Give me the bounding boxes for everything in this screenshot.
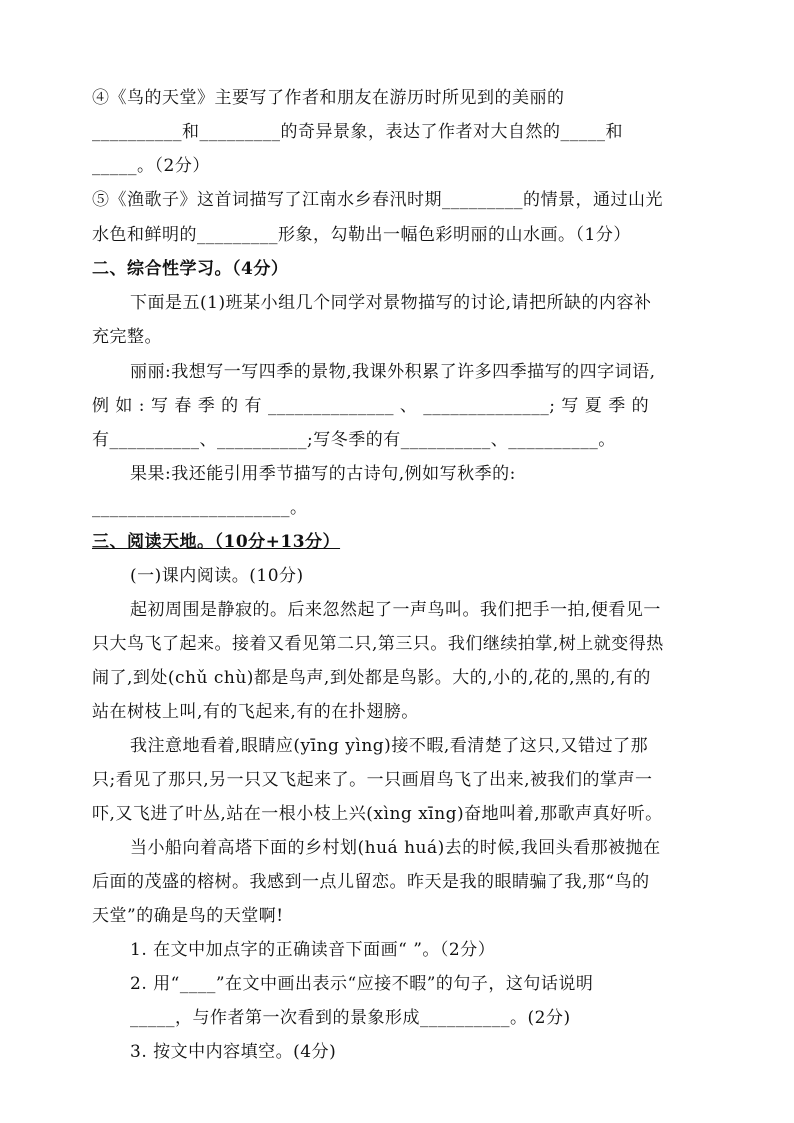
q5-line-1: ⑤《渔歌子》这首词描写了江南水乡春汛时期_________的情景，通过山光 [92, 190, 663, 210]
question-2-line-1: 2. 用“____”在文中画出表示“应接不暇”的句子，这句话说明 [130, 974, 594, 994]
question-1: 1. 在文中加点字的正确读音下面画“ ”。（2分） [130, 940, 496, 960]
lili-line-2: 例 如 : 写 春 季 的 有 ______________ 、 ______________; 写 夏 季 的 [92, 396, 650, 416]
section-2-intro-2: 充完整。 [92, 327, 162, 347]
q4-line-1: ④《鸟的天堂》主要写了作者和朋友在游历时所见到的美丽的 [92, 88, 565, 108]
passage-p1-line-2: 只大鸟飞了起来。接着又看见第二只,第三只。我们继续拍掌,树上就变得热 [92, 634, 664, 654]
passage-p1-line-1: 起初周围是静寂的。后来忽然起了一声鸟叫。我们把手一拍,便看见一 [130, 600, 661, 620]
question-2-line-2: _____，与作者第一次看到的景象形成__________。(2分) [130, 1008, 571, 1028]
passage-p1-line-3: 闹了,到处(chǔ chù)都是鸟声,到处都是鸟影。大的,小的,花的,黑的,有的 [92, 668, 651, 688]
lili-line-1: 丽丽:我想写一写四季的景物,我课外积累了许多四季描写的四字词语, [130, 362, 656, 382]
passage-p3-line-2: 后面的茂盛的榕树。我感到一点儿留恋。昨天是我的眼睛骗了我,那“鸟的 [92, 872, 650, 892]
section-2-heading: 二、综合性学习。（4分） [92, 259, 289, 279]
passage-p2-line-3: 吓,又飞进了叶丛,站在一根小枝上兴(xìng xīng)奋地叫着,那歌声真好听。 [92, 804, 663, 824]
reading-1-heading: (一)课内阅读。(10分) [130, 566, 304, 586]
section-2-intro-1: 下面是五(1)班某小组几个同学对景物描写的讨论,请把所缺的内容补 [130, 293, 652, 313]
passage-p2-line-1: 我注意地看着,眼睛应(yīng yìng)接不暇,看清楚了这只,又错过了那 [130, 736, 649, 756]
q4-line-3: _____。（2分） [92, 156, 210, 176]
lili-line-3: 有__________、__________;写冬季的有__________、__________。 [92, 430, 616, 450]
passage-p3-line-3: 天堂”的确是鸟的天堂啊! [92, 906, 284, 926]
question-3: 3. 按文中内容填空。(4分) [130, 1042, 337, 1062]
section-3-heading: 三、阅读天地。（10分+13分） [92, 532, 341, 552]
passage-p2-line-2: 只;看见了那只,另一只又飞起来了。一只画眉鸟飞了出来,被我们的掌声一 [92, 770, 653, 790]
q4-line-2: __________和_________的奇异景象，表达了作者对大自然的_____和 [92, 122, 623, 142]
passage-p1-line-4: 站在树枝上叫,有的飞起来,有的在扑翅膀。 [92, 702, 419, 722]
q5-line-2: 水色和鲜明的_________形象，勾勒出一幅色彩明丽的山水画。（1分） [92, 225, 631, 245]
passage-p3-line-1: 当小船向着高塔下面的乡村划(huá huá)去的时候,我回头看那被抛在 [130, 838, 661, 858]
guoguo-answer-line: ______________________。 [92, 498, 308, 518]
guoguo-line-1: 果果:我还能引用季节描写的古诗句,例如写秋季的: [130, 464, 516, 484]
